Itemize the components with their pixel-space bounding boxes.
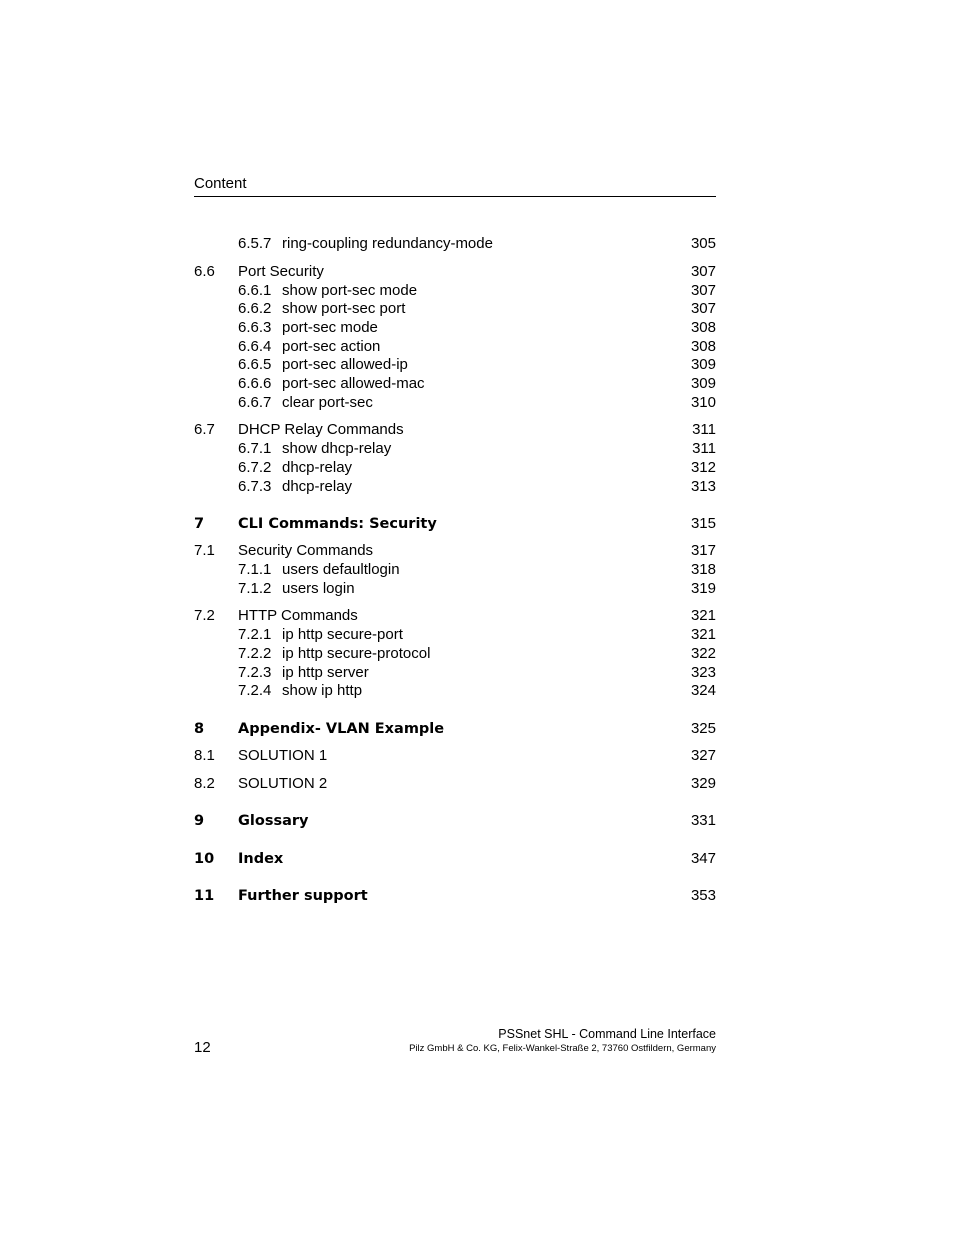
toc-entry-section[interactable]: [194, 606, 716, 626]
toc-title: HTTP Commands: [238, 607, 358, 624]
toc-entry-subsection[interactable]: [194, 374, 716, 394]
footer-address: Pilz GmbH & Co. KG, Felix-Wankel-Straße 2, 73760 Ostfildern, Germany: [409, 1043, 716, 1054]
toc-entry-section[interactable]: [194, 420, 716, 440]
header-divider: [194, 196, 716, 197]
toc-page: 317: [690, 542, 716, 559]
toc-title: users defaultlogin: [282, 561, 400, 578]
toc-page: 319: [690, 580, 716, 597]
toc-entry-chapter[interactable]: [194, 886, 716, 906]
toc-title: port-sec allowed-ip: [282, 356, 408, 373]
toc-number: 9: [194, 813, 205, 829]
toc-entry-subsection[interactable]: [194, 337, 716, 357]
toc-number: 7: [194, 516, 205, 532]
toc-page: 322: [690, 645, 716, 662]
toc-title: SOLUTION 2: [238, 775, 328, 792]
toc-entry-subsection[interactable]: [194, 663, 716, 683]
header-label: Content: [194, 175, 247, 192]
toc-number: 7.2: [194, 607, 215, 624]
toc-entry-subsection[interactable]: [194, 318, 716, 338]
toc-page: 305: [690, 235, 716, 252]
toc-page: 312: [690, 459, 716, 476]
toc-page: 309: [690, 356, 716, 373]
toc-page: 307: [690, 263, 716, 280]
toc-entry-chapter[interactable]: [194, 514, 716, 534]
toc-entry-subsection[interactable]: [194, 477, 716, 497]
toc-number: 7.2.2: [238, 645, 272, 662]
toc-number: 6.6.5: [238, 356, 272, 373]
toc-number: 11: [194, 888, 215, 904]
toc-entry-subsection[interactable]: [194, 281, 716, 301]
toc-title: show dhcp-relay: [282, 440, 392, 457]
toc-page: 318: [690, 561, 716, 578]
toc-page: 308: [690, 319, 716, 336]
toc-number: 6.6.6: [238, 375, 272, 392]
toc-number: 6.5.7: [238, 235, 272, 252]
toc-title: SOLUTION 1: [238, 747, 328, 764]
toc-entry-subsection[interactable]: [194, 299, 716, 319]
toc-title: dhcp-relay: [282, 459, 353, 476]
toc-title: ip http server: [282, 664, 369, 681]
toc-title: port-sec allowed-mac: [282, 375, 425, 392]
toc-number: 6.6: [194, 263, 215, 280]
toc-title: Glossary: [238, 813, 309, 829]
toc-entry-subsection[interactable]: [194, 458, 716, 478]
toc-number: 7.1.2: [238, 580, 272, 597]
toc-title: Appendix- VLAN Example: [238, 721, 445, 737]
toc-page: 308: [690, 338, 716, 355]
toc-page: 309: [690, 375, 716, 392]
toc-entry-subsection[interactable]: [194, 393, 716, 413]
toc-number: 7.1.1: [238, 561, 272, 578]
toc-title: CLI Commands: Security: [238, 516, 437, 532]
toc-page: 325: [690, 720, 716, 737]
toc-number: 6.7.1: [238, 440, 272, 457]
toc-entry-subsection[interactable]: [194, 234, 716, 254]
toc-page: 321: [690, 626, 716, 643]
toc-entry-section[interactable]: [194, 541, 716, 561]
toc-number: 6.6.2: [238, 300, 272, 317]
toc-number: 7.2.1: [238, 626, 272, 643]
toc-title: Further support: [238, 888, 368, 904]
toc-page: 331: [690, 812, 716, 829]
toc-page: 347: [690, 850, 716, 867]
toc-page: 307: [690, 282, 716, 299]
toc-entry-subsection[interactable]: [194, 625, 716, 645]
toc-page: 310: [690, 394, 716, 411]
footer-doc-title: PSSnet SHL - Command Line Interface: [498, 1027, 716, 1041]
toc-number: 7.2.3: [238, 664, 272, 681]
toc-page: 313: [690, 478, 716, 495]
toc-title: show port-sec mode: [282, 282, 418, 299]
toc-title: show port-sec port: [282, 300, 406, 317]
toc-number: 6.6.4: [238, 338, 272, 355]
toc-page: 307: [690, 300, 716, 317]
toc-title: ip http secure-port: [282, 626, 403, 643]
toc-title: show ip http: [282, 682, 363, 699]
toc-title: port-sec mode: [282, 319, 378, 336]
toc-page: 311: [692, 440, 716, 457]
toc-entry-subsection[interactable]: [194, 579, 716, 599]
toc-page: 311: [692, 421, 716, 438]
toc-entry-subsection[interactable]: [194, 681, 716, 701]
toc-page: 323: [690, 664, 716, 681]
toc-title: users login: [282, 580, 355, 597]
toc-page: 353: [690, 887, 716, 904]
toc-title: clear port-sec: [282, 394, 373, 411]
toc-title: Port Security: [238, 263, 324, 280]
toc-page: 327: [690, 747, 716, 764]
toc-entry-subsection[interactable]: [194, 560, 716, 580]
footer-page-number: 12: [194, 1039, 211, 1056]
toc-entry-subsection[interactable]: [194, 644, 716, 664]
toc-number: 7.1: [194, 542, 215, 559]
toc-title: DHCP Relay Commands: [238, 421, 404, 438]
toc-title: port-sec action: [282, 338, 381, 355]
toc-number: 10: [194, 851, 215, 867]
toc-number: 6.6.1: [238, 282, 272, 299]
toc-entry-chapter[interactable]: [194, 719, 716, 739]
toc-entry-subsection[interactable]: [194, 439, 716, 459]
toc-entry-chapter[interactable]: [194, 849, 716, 869]
toc-number: 6.7.3: [238, 478, 272, 495]
toc-title: ip http secure-protocol: [282, 645, 431, 662]
toc-page: 315: [690, 515, 716, 532]
toc-number: 6.6.3: [238, 319, 272, 336]
toc-number: 6.6.7: [238, 394, 272, 411]
toc-number: 8.2: [194, 775, 215, 792]
toc-number: 8.1: [194, 747, 215, 764]
toc-entry-subsection[interactable]: [194, 355, 716, 375]
toc-title: dhcp-relay: [282, 478, 353, 495]
toc-page: 329: [690, 775, 716, 792]
toc-page: 324: [690, 682, 716, 699]
toc-entry-section[interactable]: [194, 262, 716, 282]
toc-title: Index: [238, 851, 284, 867]
toc-page: 321: [690, 607, 716, 624]
toc-number: 8: [194, 721, 205, 737]
toc-entry-chapter[interactable]: [194, 811, 716, 831]
toc-title: ring-coupling redundancy-mode: [282, 235, 493, 252]
toc-entry-section[interactable]: [194, 774, 716, 794]
toc-number: 6.7: [194, 421, 215, 438]
toc-title: Security Commands: [238, 542, 374, 559]
toc-number: 7.2.4: [238, 682, 272, 699]
toc-number: 6.7.2: [238, 459, 272, 476]
toc-entry-section[interactable]: [194, 746, 716, 766]
